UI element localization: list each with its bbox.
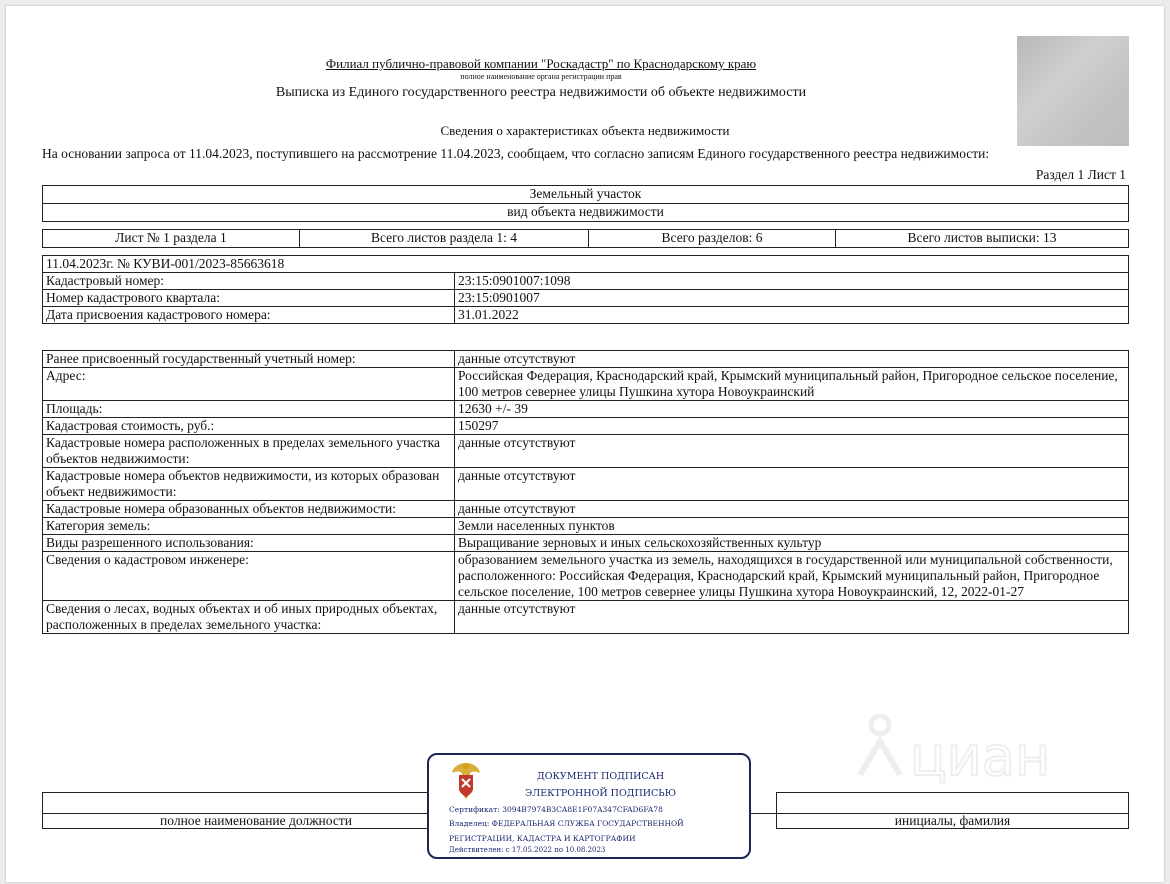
row-value: данные отсутствуют	[455, 501, 1129, 518]
stamp-line1: ДОКУМЕНТ ПОДПИСАН	[537, 771, 665, 782]
table-row	[43, 351, 1129, 368]
row-value: Российская Федерация, Краснодарский край, Крымский муниципальный район, Пригородное сельское поселение, 100 метров севернее улицы Пушкина хутора Новоукраинский	[455, 368, 1129, 401]
row-value: 23:15:0901007:1098	[455, 273, 1129, 290]
total-sections: Всего разделов: 6	[589, 230, 836, 248]
table-row	[43, 468, 1129, 501]
row-value: образованием земельного участка из земель, находящихся в государственной или муниципальной собственности, расположенного: Российская Федерация, Краснодарский край, Крымский муниципальный район, Пригородное сельское поселение, 100 метров севернее улицы Пушкина хутора Новоукраинский, 12, 2022-01-27	[455, 552, 1129, 601]
table-row	[43, 273, 1129, 290]
table-row	[43, 518, 1129, 535]
position-field	[43, 793, 470, 814]
stamp-certificate: Сертификат: 3094B7974B3CA8E1F07A347CFAD6FA78	[449, 805, 663, 814]
row-label: Кадастровый номер:	[43, 273, 455, 290]
table-row	[43, 535, 1129, 552]
sheets-table	[42, 229, 1129, 248]
object-type: Земельный участок	[43, 186, 1129, 204]
table-row	[43, 368, 1129, 401]
row-label: Сведения о лесах, водных объектах и об иных природных объектах, расположенных в пределах земельного участка:	[43, 601, 455, 634]
row-value: данные отсутствуют	[455, 468, 1129, 501]
coat-of-arms-icon	[447, 759, 485, 803]
stamp-owner-continued: РЕГИСТРАЦИИ, КАДАСТРА И КАРТОГРАФИИ	[449, 834, 636, 843]
row-value: 150297	[455, 418, 1129, 435]
organization-caption: полное наименование органа регистрации прав	[460, 72, 622, 81]
row-value: Земли населенных пунктов	[455, 518, 1129, 535]
organization-name: Филиал публично-правовой компании "Роскадастр" по Краснодарскому краю	[325, 56, 757, 71]
stamp-validity: Действителен: с 17.05.2022 по 10.08.2023	[449, 846, 606, 854]
row-label: Кадастровая стоимость, руб.:	[43, 418, 455, 435]
name-caption: инициалы, фамилия	[777, 814, 1129, 829]
row-value: 31.01.2022	[455, 307, 1129, 324]
position-caption: полное наименование должности	[43, 814, 470, 829]
table-row	[43, 501, 1129, 518]
table-row	[43, 601, 1129, 634]
row-label: Адрес:	[43, 368, 455, 401]
table-row	[43, 290, 1129, 307]
row-label: Кадастровые номера объектов недвижимости, из которых образован объект недвижимости:	[43, 468, 455, 501]
identification-table	[42, 255, 1129, 324]
row-label: Виды разрешенного использования:	[43, 535, 455, 552]
total-extract-sheets: Всего листов выписки: 13	[836, 230, 1129, 248]
row-label: Кадастровые номера расположенных в пределах земельного участка объектов недвижимости:	[43, 435, 455, 468]
row-value: данные отсутствуют	[455, 435, 1129, 468]
details-table	[42, 350, 1129, 634]
stamp-line2: ЭЛЕКТРОННОЙ ПОДПИСЬЮ	[525, 788, 677, 799]
object-type-table	[42, 185, 1129, 222]
svg-text:циан: циан	[910, 725, 1051, 785]
table-row	[43, 435, 1129, 468]
row-label: Сведения о кадастровом инженере:	[43, 552, 455, 601]
row-value: данные отсутствуют	[455, 601, 1129, 634]
intro-text: На основании запроса от 11.04.2023, поступившего на рассмотрение 11.04.2023, сообщаем, что согласно записям Единого государственного реестра недвижимости:	[42, 146, 990, 161]
table-row	[43, 418, 1129, 435]
row-value: 23:15:0901007	[455, 290, 1129, 307]
row-label: Кадастровые номера образованных объектов недвижимости:	[43, 501, 455, 518]
row-value: данные отсутствуют	[455, 351, 1129, 368]
name-field	[777, 793, 1129, 814]
sheet-number: Лист № 1 раздела 1	[43, 230, 300, 248]
total-section-sheets: Всего листов раздела 1: 4	[300, 230, 589, 248]
digital-signature-stamp	[427, 753, 751, 859]
row-value: 12630 +/- 39	[455, 401, 1129, 418]
table-row	[43, 401, 1129, 418]
stamp-owner: Владелец: ФЕДЕРАЛЬНАЯ СЛУЖБА ГОСУДАРСТВЕННОЙ	[449, 819, 684, 828]
row-label: Категория земель:	[43, 518, 455, 535]
row-label: Номер кадастрового квартала:	[43, 290, 455, 307]
row-label: Ранее присвоенный государственный учетный номер:	[43, 351, 455, 368]
extract-number: 11.04.2023г. № КУВИ-001/2023-85663618	[43, 256, 1129, 273]
cian-watermark	[850, 705, 1080, 785]
row-label: Дата присвоения кадастрового номера:	[43, 307, 455, 324]
section-title: Сведения о характеристиках объекта недвижимости	[440, 123, 730, 138]
object-type-caption: вид объекта недвижимости	[43, 204, 1129, 222]
table-row	[43, 307, 1129, 324]
document-title: Выписка из Единого государственного реестра недвижимости об объекте недвижимости	[275, 85, 807, 100]
table-row	[43, 552, 1129, 601]
row-label: Площадь:	[43, 401, 455, 418]
razdel-label: Раздел 1 Лист 1	[1035, 167, 1126, 182]
row-value: Выращивание зерновых и иных сельскохозяйственных культур	[455, 535, 1129, 552]
